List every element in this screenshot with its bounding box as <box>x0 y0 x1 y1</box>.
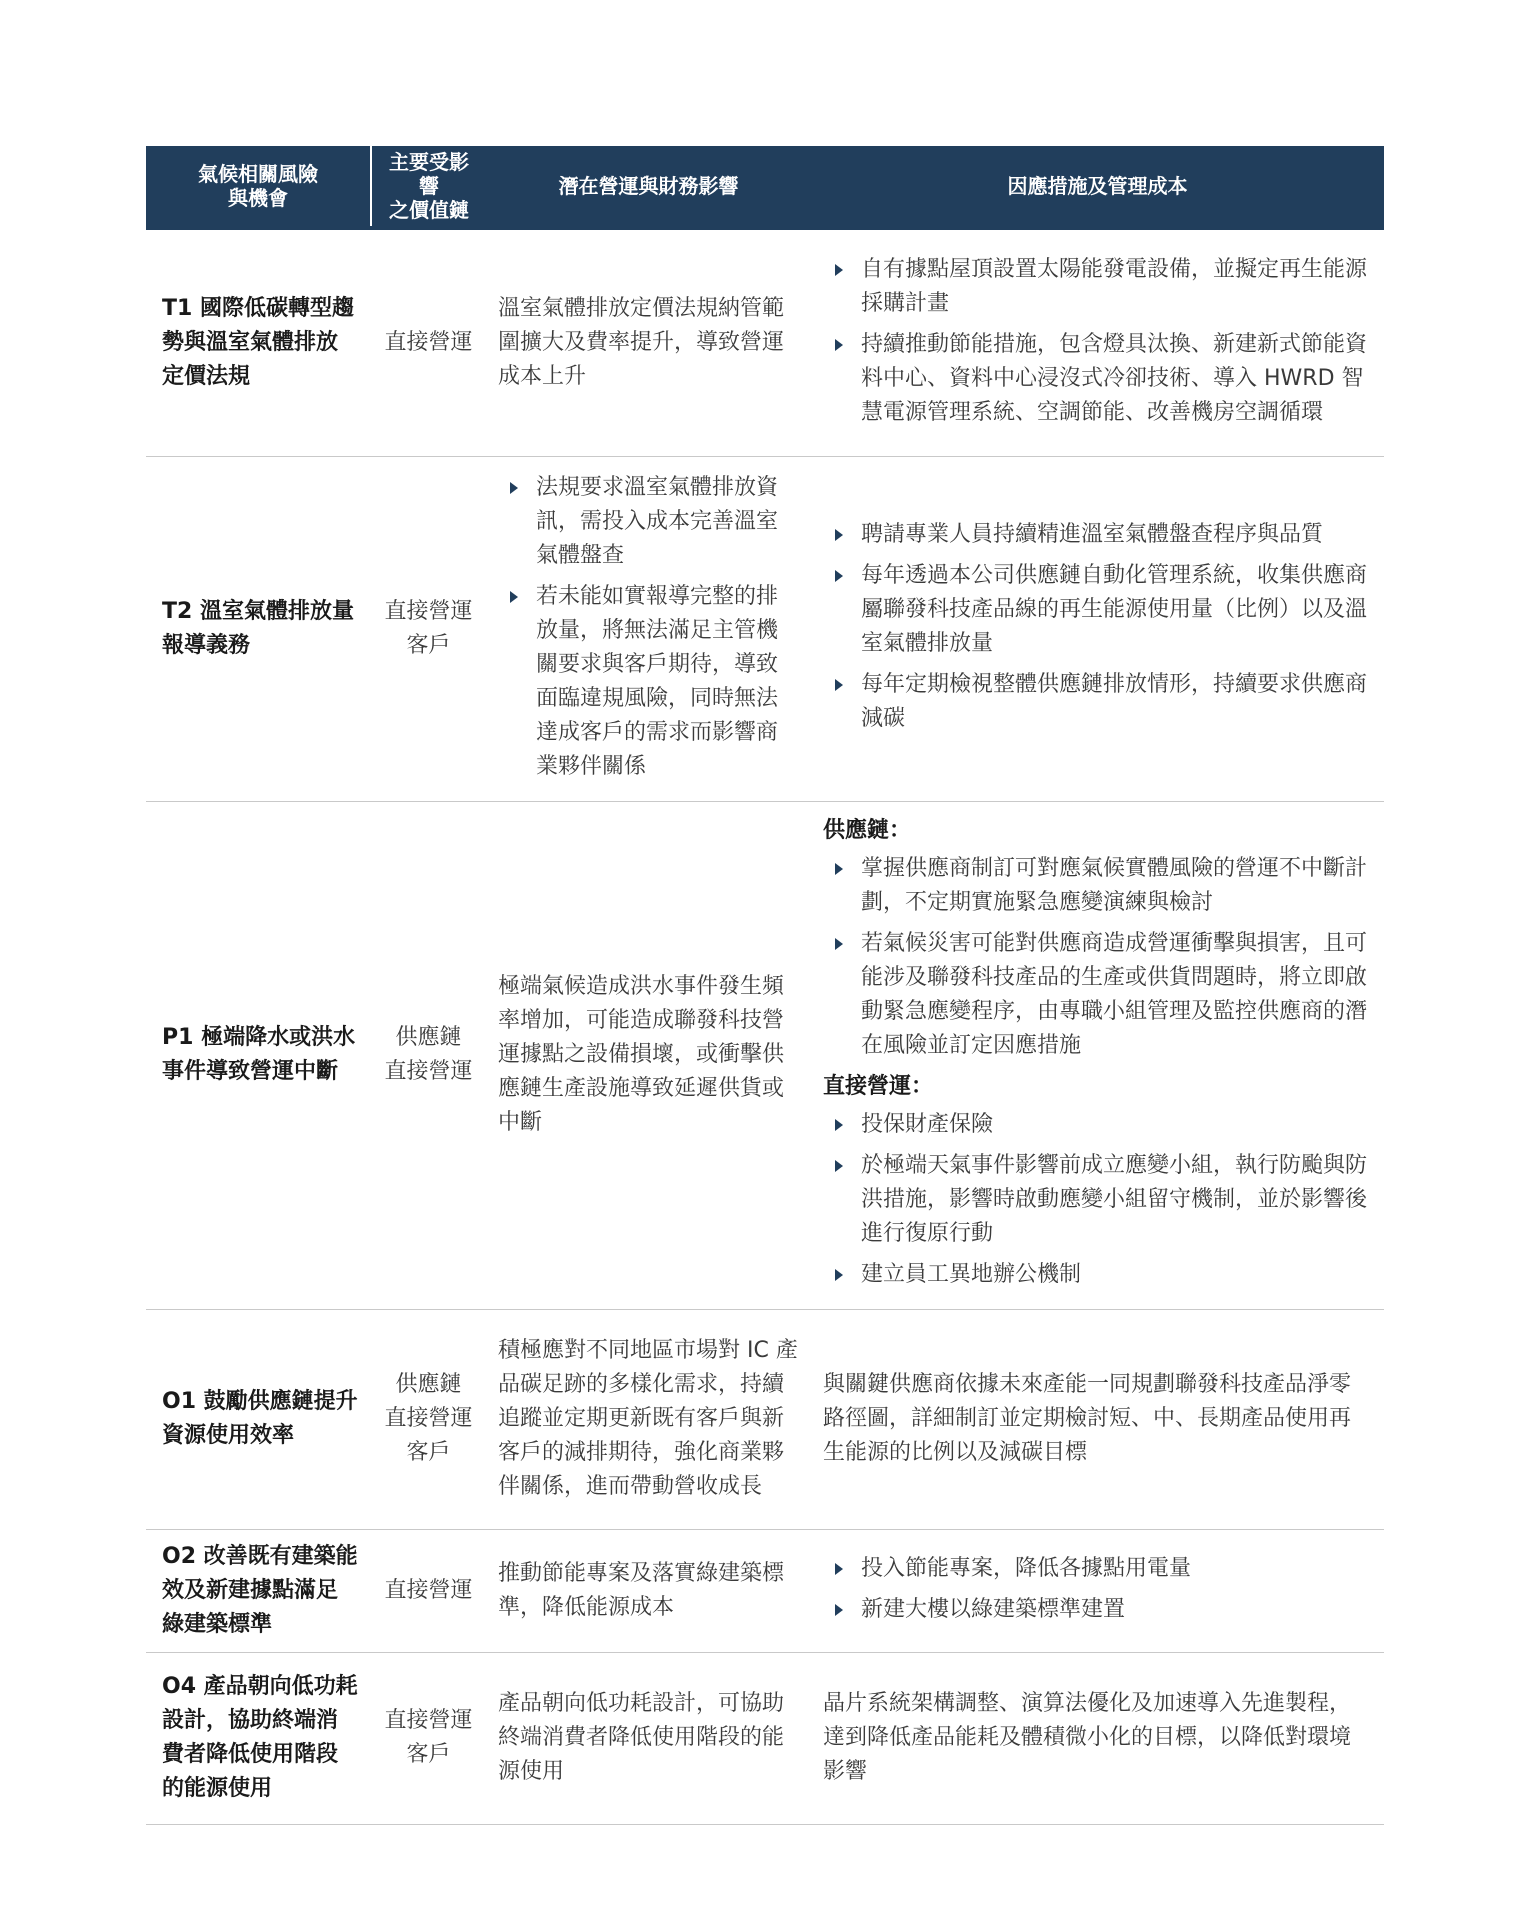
table-row <box>146 801 1384 1309</box>
direct-operation-measure-list <box>823 1108 1372 1292</box>
table-row <box>146 456 1384 801</box>
measure-cell: 與關鍵供應商依據未來產能一同規劃聯發科技產品淨零路徑圖，詳細制訂並定期檢討短、中、長期產品使用再生能源的比例以及減碳目標 <box>811 1309 1384 1529</box>
value-chain-cell <box>371 801 486 1309</box>
measure-item: 若氣候災害可能對供應商造成營運衝擊與損害，且可能涉及聯發科技產品的生產或供貨問題時，將立即啟動緊急應變程序，由專職小組管理及監控供應商的潛在風險並訂定因應措施 <box>823 927 1372 1063</box>
value-chain-item: 客戶 <box>406 1742 451 1767</box>
impact-item: 若未能如實報導完整的排放量，將無法滿足主管機關要求與客戶期待，導致面臨違規風險，同時無法達成客戶的需求而影響商業夥伴關係 <box>498 580 799 784</box>
header-impact-label: 潛在營運與財務影響 <box>558 174 739 198</box>
value-chain-item: 直接營運 <box>384 1059 473 1084</box>
measure-cell <box>811 228 1384 456</box>
measure-cell: 晶片系統架構調整、演算法優化及加速導入先進製程，達到降低產品能耗及體積微小化的目標，以降低對環境影響 <box>811 1652 1384 1824</box>
value-chain-cell <box>371 1529 486 1652</box>
table-header-row <box>146 146 1384 228</box>
impact-cell <box>486 456 811 801</box>
measure-cell <box>811 456 1384 801</box>
measure-list <box>823 518 1372 736</box>
table-row <box>146 1309 1384 1529</box>
impact-cell: 極端氣候造成洪水事件發生頻率增加，可能造成聯發科技營運據點之設備損壞，或衝擊供應鏈生產設施導致延遲供貨或中斷 <box>486 801 811 1309</box>
table-row <box>146 228 1384 456</box>
value-chain-cell <box>371 1309 486 1529</box>
value-chain-item: 直接營運 <box>384 1708 473 1733</box>
value-chain-cell <box>371 456 486 801</box>
table-row <box>146 1652 1384 1824</box>
measure-list <box>823 1552 1372 1627</box>
value-chain-item: 直接營運 <box>384 598 473 624</box>
supply-chain-subheading: 供應鏈： <box>823 817 912 843</box>
value-chain-item: 直接營運 <box>384 329 473 355</box>
climate-risk-table <box>146 146 1384 1825</box>
measure-item: 投入節能專案，降低各據點用電量 <box>823 1552 1372 1586</box>
value-chain-item: 供應鏈 <box>395 1025 462 1050</box>
measure-item: 建立員工異地辦公機制 <box>823 1258 1372 1292</box>
value-chain-item: 直接營運 <box>384 1577 473 1603</box>
direct-operation-subheading: 直接營運： <box>823 1073 934 1099</box>
risk-cell: P1 極端降水或洪水事件導致營運中斷 <box>146 801 371 1309</box>
risk-cell: O1 鼓勵供應鏈提升資源使用效率 <box>146 1309 371 1529</box>
risk-cell: O2 改善既有建築能效及新建據點滿足綠建築標準 <box>146 1529 371 1652</box>
measure-item: 自有據點屋頂設置太陽能發電設備，並擬定再生能源採購計畫 <box>823 253 1372 321</box>
measure-item: 每年透過本公司供應鏈自動化管理系統，收集供應商屬聯發科技產品線的再生能源使用量（比例）以及溫室氣體排放量 <box>823 559 1372 661</box>
impact-item: 法規要求溫室氣體排放資訊，需投入成本完善溫室氣體盤查 <box>498 471 799 573</box>
impact-list <box>498 471 799 784</box>
supply-chain-measure-list <box>823 852 1372 1063</box>
header-chain-label: 主要受影響 之價值鏈 <box>389 150 469 222</box>
header-impact <box>486 146 811 228</box>
header-risk <box>146 146 371 228</box>
value-chain-item: 供應鏈 <box>395 1372 462 1397</box>
risk-cell: T2 溫室氣體排放量報導義務 <box>146 456 371 801</box>
measure-list <box>823 253 1372 430</box>
header-measure <box>811 146 1384 228</box>
measure-item: 於極端天氣事件影響前成立應變小組，執行防颱與防洪措施，影響時啟動應變小組留守機制，並於影響後進行復原行動 <box>823 1149 1372 1251</box>
impact-cell: 溫室氣體排放定價法規納管範圍擴大及費率提升，導致營運成本上升 <box>486 228 811 456</box>
risk-cell: O4 產品朝向低功耗設計，協助終端消費者降低使用階段的能源使用 <box>146 1652 371 1824</box>
risk-cell: T1 國際低碳轉型趨勢與溫室氣體排放定價法規 <box>146 228 371 456</box>
value-chain-cell <box>371 228 486 456</box>
impact-cell: 積極應對不同地區市場對 IC 產品碳足跡的多樣化需求，持續追蹤並定期更新既有客戶與新客戶的減排期待，強化商業夥伴關係，進而帶動營收成長 <box>486 1309 811 1529</box>
measure-item: 聘請專業人員持續精進溫室氣體盤查程序與品質 <box>823 518 1372 552</box>
measure-item: 掌握供應商制訂可對應氣候實體風險的營運不中斷計劃，不定期實施緊急應變演練與檢討 <box>823 852 1372 920</box>
value-chain-item: 客戶 <box>406 1440 451 1465</box>
value-chain-item: 直接營運 <box>384 1406 473 1431</box>
impact-cell: 推動節能專案及落實綠建築標準，降低能源成本 <box>486 1529 811 1652</box>
table-row <box>146 1529 1384 1652</box>
measure-item: 投保財產保險 <box>823 1108 1372 1142</box>
measure-item: 每年定期檢視整體供應鏈排放情形，持續要求供應商減碳 <box>823 668 1372 736</box>
measure-item: 持續推動節能措施，包含燈具汰換、新建新式節能資料中心、資料中心浸沒式冷卻技術、導入 HWRD 智慧電源管理系統、空調節能、改善機房空調循環 <box>823 328 1372 430</box>
measure-item: 新建大樓以綠建築標準建置 <box>823 1593 1372 1627</box>
value-chain-item: 客戶 <box>406 632 451 658</box>
header-chain <box>371 146 486 228</box>
header-measure-label: 因應措施及管理成本 <box>1007 174 1188 198</box>
measure-cell <box>811 1529 1384 1652</box>
impact-cell: 產品朝向低功耗設計，可協助終端消費者降低使用階段的能源使用 <box>486 1652 811 1824</box>
value-chain-cell <box>371 1652 486 1824</box>
measure-cell <box>811 801 1384 1309</box>
header-risk-label: 氣候相關風險 與機會 <box>198 162 318 210</box>
